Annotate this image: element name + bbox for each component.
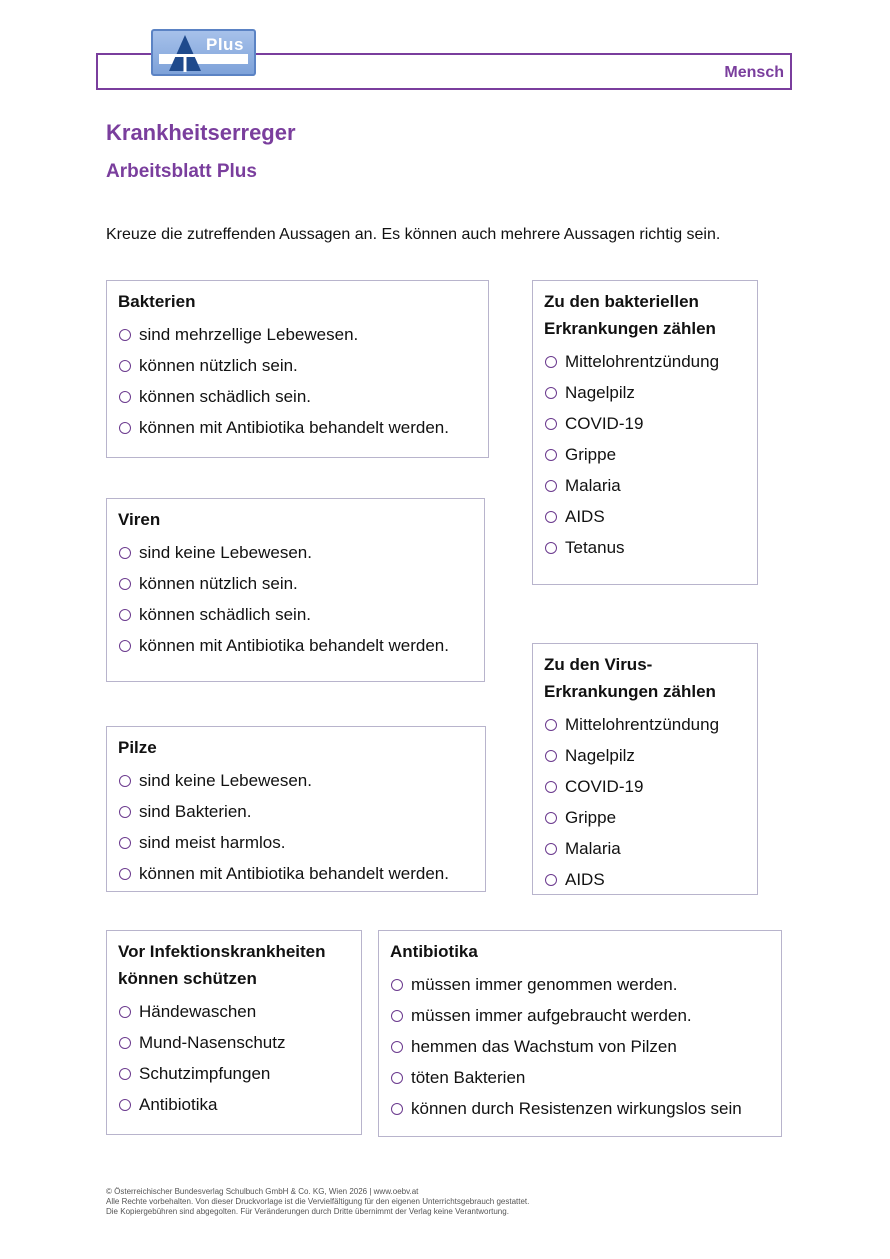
option-label: können mit Antibiotika behandelt werden. — [139, 417, 449, 437]
question-box-pilze — [106, 726, 486, 892]
radio-circle-icon[interactable] — [545, 781, 557, 793]
option-label: Grippe — [565, 444, 617, 464]
option-item[interactable] — [544, 377, 746, 408]
question-box-bakterien — [106, 280, 489, 458]
option-item[interactable] — [390, 1000, 770, 1031]
option-label: können nützlich sein. — [139, 355, 298, 375]
option-label: Malaria — [565, 475, 621, 495]
radio-circle-icon[interactable] — [391, 1103, 403, 1115]
option-item[interactable] — [118, 381, 477, 412]
option-item[interactable] — [390, 1031, 770, 1062]
option-label: Nagelpilz — [565, 745, 635, 765]
option-label: sind keine Lebewesen. — [139, 770, 312, 790]
radio-circle-icon[interactable] — [545, 480, 557, 492]
option-label: Schutzimpfungen — [139, 1063, 271, 1083]
box-title — [544, 288, 746, 342]
box-title: Viren — [118, 510, 161, 529]
box-title — [118, 938, 350, 992]
option-label: COVID-19 — [565, 776, 644, 796]
option-label: Mittelohrentzündung — [565, 714, 720, 734]
page-subtitle: Arbeitsblatt Plus — [106, 161, 257, 182]
option-item[interactable] — [544, 864, 746, 895]
radio-circle-icon[interactable] — [391, 1072, 403, 1084]
box-title-line: Zu den Virus- — [544, 655, 653, 674]
option-label: AIDS — [565, 869, 605, 889]
radio-circle-icon[interactable] — [119, 391, 131, 403]
option-item[interactable] — [544, 439, 746, 470]
option-item[interactable] — [118, 537, 473, 568]
option-item[interactable] — [544, 771, 746, 802]
option-label: können schädlich sein. — [139, 604, 312, 624]
option-label: Antibiotika — [139, 1094, 218, 1114]
radio-circle-icon[interactable] — [119, 640, 131, 652]
option-label: töten Bakterien — [411, 1067, 526, 1087]
box-title: Pilze — [118, 738, 157, 757]
option-label: Mund-Nasenschutz — [139, 1032, 286, 1052]
box-title-line: Vor Infektionskrankheiten — [118, 942, 326, 961]
option-item[interactable] — [118, 599, 473, 630]
radio-circle-icon[interactable] — [119, 1006, 131, 1018]
radio-circle-icon[interactable] — [545, 511, 557, 523]
publisher-logo — [151, 29, 256, 76]
option-item[interactable] — [544, 833, 746, 864]
radio-circle-icon[interactable] — [119, 422, 131, 434]
option-label: können nützlich sein. — [139, 573, 298, 593]
option-label: sind keine Lebewesen. — [139, 542, 312, 562]
radio-circle-icon[interactable] — [119, 1099, 131, 1111]
radio-circle-icon[interactable] — [545, 719, 557, 731]
radio-circle-icon[interactable] — [391, 979, 403, 991]
question-box-viren — [106, 498, 485, 682]
box-title — [544, 651, 746, 705]
footer-line: Die Kopiergebühren sind abgegolten. Für Veränderungen durch Dritte übernimmt der Verlag keine Verantwortung. — [106, 1207, 509, 1216]
option-item[interactable] — [118, 1089, 350, 1120]
radio-circle-icon[interactable] — [545, 843, 557, 855]
option-item[interactable] — [118, 412, 477, 443]
option-label: können mit Antibiotika behandelt werden. — [139, 863, 449, 883]
option-label: hemmen das Wachstum von Pilzen — [411, 1036, 677, 1056]
radio-circle-icon[interactable] — [119, 1068, 131, 1080]
logo-text: Plus — [206, 35, 244, 54]
question-box-antibiotika — [378, 930, 782, 1137]
radio-circle-icon[interactable] — [545, 418, 557, 430]
option-item[interactable] — [118, 350, 477, 381]
radio-circle-icon[interactable] — [119, 806, 131, 818]
radio-circle-icon[interactable] — [391, 1041, 403, 1053]
option-label: sind Bakterien. — [139, 801, 252, 821]
triangle-logo-icon — [168, 34, 202, 72]
radio-circle-icon[interactable] — [545, 874, 557, 886]
option-item[interactable] — [544, 470, 746, 501]
option-label: Nagelpilz — [565, 382, 635, 402]
option-item[interactable] — [118, 996, 350, 1027]
option-label: COVID-19 — [565, 413, 644, 433]
option-label: müssen immer aufgebraucht werden. — [411, 1005, 692, 1025]
instruction-text: Kreuze die zutreffenden Aussagen an. Es können auch mehrere Aussagen richtig sein. — [106, 226, 721, 243]
radio-circle-icon[interactable] — [545, 542, 557, 554]
question-box-virus-erkrankungen — [532, 643, 758, 895]
option-label: Malaria — [565, 838, 621, 858]
copyright-footer — [106, 1187, 529, 1217]
radio-circle-icon[interactable] — [119, 578, 131, 590]
option-label: sind meist harmlos. — [139, 832, 286, 852]
option-label: können durch Resistenzen wirkungslos sein — [411, 1098, 742, 1118]
option-label: Grippe — [565, 807, 617, 827]
option-item[interactable] — [544, 740, 746, 771]
option-item[interactable] — [390, 969, 770, 1000]
radio-circle-icon[interactable] — [545, 356, 557, 368]
radio-circle-icon[interactable] — [545, 812, 557, 824]
option-item[interactable] — [390, 1062, 770, 1093]
question-box-bakterielle-erkrankungen — [532, 280, 758, 585]
option-label: Händewaschen — [139, 1001, 257, 1021]
option-label: Tetanus — [565, 537, 625, 557]
box-title-line: können schützen — [118, 969, 257, 988]
footer-line: Alle Rechte vorbehalten. Von dieser Druckvorlage ist die Vervielfältigung für den eigenen Unterrichtsgebrauch gestattet. — [106, 1197, 530, 1206]
box-title: Bakterien — [118, 292, 196, 311]
box-title-line: Erkrankungen zählen — [544, 682, 716, 701]
question-box-infektionsschutz — [106, 930, 362, 1135]
box-title-line: Erkrankungen zählen — [544, 319, 716, 338]
option-item[interactable] — [118, 568, 473, 599]
page-title: Krankheitserreger — [106, 120, 296, 145]
radio-circle-icon[interactable] — [545, 449, 557, 461]
radio-circle-icon[interactable] — [391, 1010, 403, 1022]
option-label: müssen immer genommen werden. — [411, 974, 678, 994]
option-label: sind mehrzellige Lebewesen. — [139, 324, 359, 344]
option-item[interactable] — [544, 802, 746, 833]
option-label: AIDS — [565, 506, 605, 526]
option-item[interactable] — [118, 765, 474, 796]
option-item[interactable] — [118, 796, 474, 827]
radio-circle-icon[interactable] — [119, 868, 131, 880]
option-item[interactable] — [118, 319, 477, 350]
option-label: können mit Antibiotika behandelt werden. — [139, 635, 449, 655]
radio-circle-icon[interactable] — [545, 750, 557, 762]
option-item[interactable] — [118, 858, 474, 889]
radio-circle-icon[interactable] — [119, 609, 131, 621]
radio-circle-icon[interactable] — [119, 360, 131, 372]
option-item[interactable] — [118, 1058, 350, 1089]
option-item[interactable] — [544, 532, 746, 563]
option-item[interactable] — [390, 1093, 770, 1124]
radio-circle-icon[interactable] — [119, 775, 131, 787]
option-label: Mittelohrentzündung — [565, 351, 720, 371]
option-item[interactable] — [118, 630, 473, 661]
radio-circle-icon[interactable] — [119, 547, 131, 559]
radio-circle-icon[interactable] — [119, 837, 131, 849]
radio-circle-icon[interactable] — [119, 1037, 131, 1049]
option-item[interactable] — [118, 827, 474, 858]
radio-circle-icon[interactable] — [119, 329, 131, 341]
option-label: können schädlich sein. — [139, 386, 312, 406]
option-item[interactable] — [544, 346, 746, 377]
radio-circle-icon[interactable] — [545, 387, 557, 399]
box-title: Antibiotika — [390, 942, 478, 961]
option-item[interactable] — [544, 709, 746, 740]
option-item[interactable] — [544, 408, 746, 439]
option-item[interactable] — [544, 501, 746, 532]
footer-line: © Österreichischer Bundesverlag Schulbuch GmbH & Co. KG, Wien 2026 | www.oebv.at — [106, 1187, 419, 1196]
option-item[interactable] — [118, 1027, 350, 1058]
subject-label: Mensch — [724, 64, 784, 81]
box-title-line: Zu den bakteriellen — [544, 292, 699, 311]
